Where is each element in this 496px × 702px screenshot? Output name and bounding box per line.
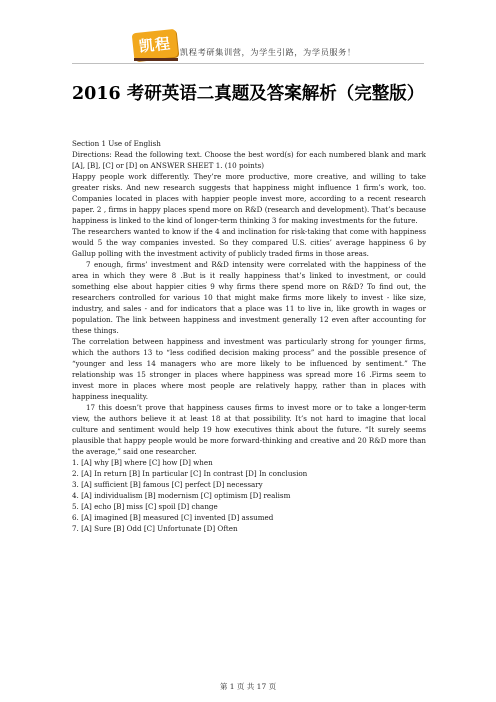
page-number-footer: 第 1 页 共 17 页 bbox=[219, 682, 277, 691]
paragraph-1: Happy people work differently. They’re more productive, more creative, and willing to take greater risks. And new research suggests that happiness might influence 1 firm’s work, too. Companies located in places with happier people invest more, according to a recent research paper. 2 , firms in happy places spend more on R&D (research and development). That’s because happiness is linked to the kind of longer-term thinking 3 for making investments for the future. bbox=[72, 172, 426, 225]
option-line: 6. [A] imagined [B] measured [C] invented [D] assumed bbox=[72, 513, 274, 522]
option-line: 4. [A] individualism [B] modernism [C] optimism [D] realism bbox=[72, 491, 291, 500]
page-header bbox=[0, 0, 496, 72]
directions: Directions: Read the following text. Choose the best word(s) for each numbered blank and mark [A], [B], [C] or [D] on ANSWER SHEET 1. (10 points) bbox=[72, 150, 426, 170]
paragraph-3: 7 enough, firms’ investment and R&D intensity were correlated with the happiness of the area in which they were 8 .But is it really happiness that’s linked to investment, or could something else about happier cities 9 why firms there spend more on R&D? To find out, the researchers controlled for various 10 that might make firms more likely to invest - like size, industry, and sales - and for indicators that a place was 11 to live in, like growth in wages or population. The link between happiness and investment generally 12 even after accounting for these things. bbox=[72, 260, 426, 335]
logo-underline bbox=[134, 58, 178, 61]
option-line: 3. [A] sufficient [B] famous [C] perfect [D] necessary bbox=[72, 480, 263, 489]
paragraph-4: The correlation between happiness and investment was particularly strong for younger firms, which the authors 13 to “less codified decision making process” and the possible presence of “younger and less 14 managers who are more likely to be influenced by sentiment.” The relationship was 15 stronger in places where happiness was spread more 16 .Firms seem to invest more in places where most people are relatively happy, rather than in places with happiness inequality. bbox=[72, 337, 426, 401]
option-line: 2. [A] In return [B] In particular [C] In contrast [D] In conclusion bbox=[72, 469, 308, 478]
section-heading: Section 1 Use of English bbox=[72, 139, 161, 148]
document-title: 2016 考研英语二真题及答案解析（完整版） bbox=[72, 84, 425, 104]
kaicheng-logo: 凯程 bbox=[132, 29, 179, 61]
document-body bbox=[72, 138, 426, 534]
option-line: 1. [A] why [B] where [C] how [D] when bbox=[72, 458, 213, 467]
paragraph-2: The researchers wanted to know if the 4 and inclination for risk-taking that come with happiness would 5 the way companies invested. So they compared U.S. cities’ average happiness 6 by Gallup polling with the investment activity of publicly traded firms in those areas. bbox=[72, 227, 426, 258]
header-slogan: 凯程考研集训营，为学生引路，为学员服务！ bbox=[180, 47, 356, 57]
option-line: 7. [A] Sure [B] Odd [C] Unfortunate [D] Often bbox=[72, 524, 238, 533]
header-divider bbox=[72, 63, 424, 64]
option-line: 5. [A] echo [B] miss [C] spoil [D] change bbox=[72, 502, 218, 511]
paragraph-5: 17 this doesn’t prove that happiness causes firms to invest more or to take a longer-term view, the authors believe it at least 18 at that possibility. It’s not hard to imagine that local culture and sentiment would help 19 how executives think about the future. “It surely seems plausible that happy people would be more forward-thinking and creative and 20 R&D more than the average,” said one researcher. bbox=[72, 403, 426, 456]
